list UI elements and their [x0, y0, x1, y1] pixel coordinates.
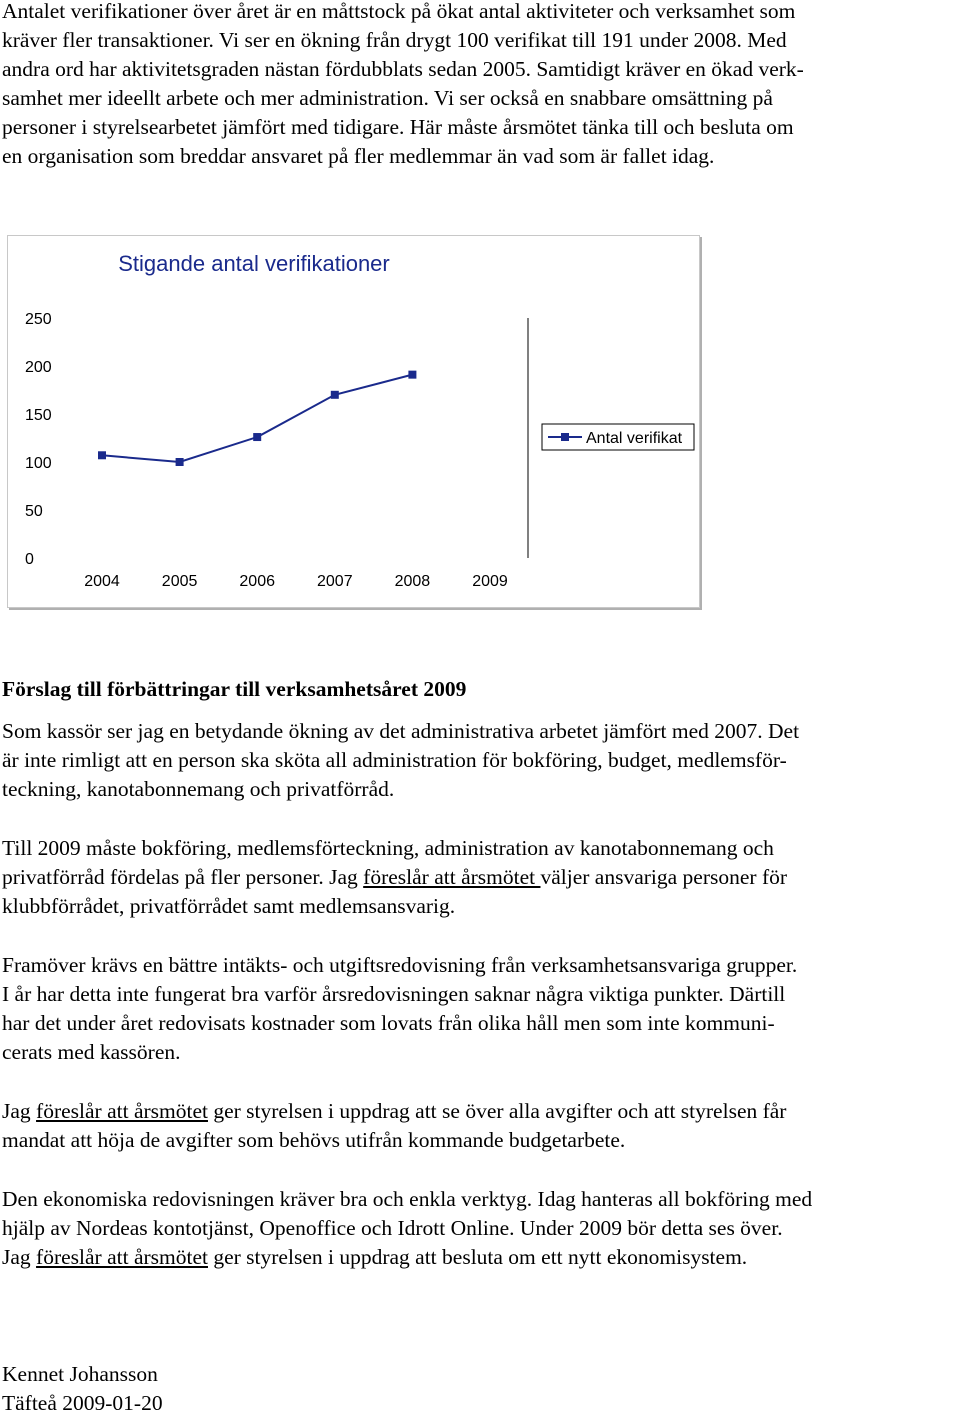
text-span: Jag	[2, 1099, 37, 1123]
y-axis-ticks	[25, 311, 52, 568]
text-line: hjälp av Nordeas kontotjänst, Openoffice och Idrott Online. Under 2009 bör detta ses över.	[2, 1216, 783, 1240]
y-tick-label: 150	[25, 407, 52, 424]
text-line	[2, 863, 958, 892]
data-point-marker	[176, 458, 184, 466]
data-point-marker	[253, 433, 261, 441]
text-line: har det under året redovisats kostnader som lovats från olika håll men som inte kommuni-	[2, 1011, 775, 1035]
signature-place-date: Täfteå 2009-01-20	[2, 1391, 163, 1415]
chart-title: Stigande antal verifikationer	[118, 251, 390, 276]
text-line: teckning, kanotabonnemang och privatförråd.	[2, 777, 395, 801]
text-line	[2, 1097, 958, 1126]
text-line: är inte rimligt att en person ska sköta all administration för bokföring, budget, medlemsför-	[2, 748, 787, 772]
data-point-marker	[331, 391, 339, 399]
intro-line: Antalet verifikationer över året är en måttstock på ökat antal aktiviteter och verksamhet som	[2, 0, 796, 23]
text-line: mandat att höja de avgifter som behövs utifrån kommande budgetarbete.	[2, 1128, 626, 1152]
x-tick-label: 2008	[394, 573, 431, 590]
intro-line: andra ord har aktivitetsgraden nästan fördubblats sedan 2005. Samtidigt kräver en ökad verk-	[2, 57, 804, 81]
data-point-marker	[408, 371, 416, 379]
chart-svg	[8, 236, 699, 607]
x-tick-label: 2005	[161, 573, 198, 590]
series-group	[98, 371, 416, 466]
x-axis-ticks	[84, 573, 508, 590]
text-span: privatförråd fördelas på fler personer. Jag	[2, 865, 364, 889]
chart-legend	[542, 424, 694, 450]
text-line: Framöver krävs en bättre intäkts- och utgiftsredovisning från verksamhetsansvariga grupper.	[2, 953, 798, 977]
y-tick-label: 100	[25, 455, 52, 472]
legend-marker-swatch	[561, 433, 569, 441]
y-tick-label: 200	[25, 359, 52, 376]
proposal-link[interactable]: föreslår att årsmötet	[36, 1099, 208, 1123]
line-chart	[7, 235, 700, 608]
text-span: ger styrelsen i uppdrag att se över alla avgifter och att styrelsen får	[207, 1099, 787, 1123]
text-line: klubbförrådet, privatförrådet samt medlemsansvarig.	[2, 894, 456, 918]
text-line: cerats med kassören.	[2, 1040, 181, 1064]
intro-line: en organisation som breddar ansvaret på fler medlemmar än vad som är fallet idag.	[2, 144, 715, 168]
legend-label: Antal verifikat	[586, 430, 683, 447]
text-line: I år har detta inte fungerat bra varför årsredovisningen saknar några viktiga punkter. Därtill	[2, 982, 786, 1006]
text-line: Som kassör ser jag en betydande ökning av det administrativa arbetet jämfört med 2007. Det	[2, 719, 800, 743]
text-span: ger styrelsen i uppdrag att besluta om ett nytt ekonomisystem.	[207, 1245, 748, 1269]
intro-line: samhet mer ideellt arbete och mer administration. Vi ser också en snabbare omsättning på	[2, 86, 773, 110]
x-tick-label: 2009	[472, 573, 508, 590]
y-tick-label: 0	[25, 551, 34, 568]
data-point-marker	[98, 451, 106, 459]
y-tick-label: 250	[25, 311, 52, 328]
text-line	[2, 1243, 958, 1272]
proposal-link[interactable]: föreslår att årsmötet	[36, 1245, 208, 1269]
y-tick-label: 50	[25, 503, 43, 520]
x-tick-label: 2006	[239, 573, 275, 590]
signature-name: Kennet Johansson	[2, 1362, 158, 1386]
series-line	[102, 375, 412, 462]
text-span: Jag	[2, 1245, 37, 1269]
text-line: Till 2009 måste bokföring, medlemsförteckning, administration av kanotabonnemang och	[2, 836, 774, 860]
section-heading: Förslag till förbättringar till verksamhetsåret 2009	[2, 677, 467, 701]
text-line: Den ekonomiska redovisningen kräver bra och enkla verktyg. Idag hanteras all bokföring med	[2, 1187, 813, 1211]
text-span: väljer ansvariga personer för	[540, 865, 788, 889]
proposal-link[interactable]: föreslår att årsmötet	[363, 865, 541, 889]
x-tick-label: 2007	[317, 573, 353, 590]
intro-line: kräver fler transaktioner. Vi ser en ökning från drygt 100 verifikat till 191 under 2008. Med	[2, 28, 787, 52]
x-tick-label: 2004	[84, 573, 120, 590]
intro-line: personer i styrelsearbetet jämfört med tidigare. Här måste årsmötet tänka till och besluta om	[2, 115, 794, 139]
